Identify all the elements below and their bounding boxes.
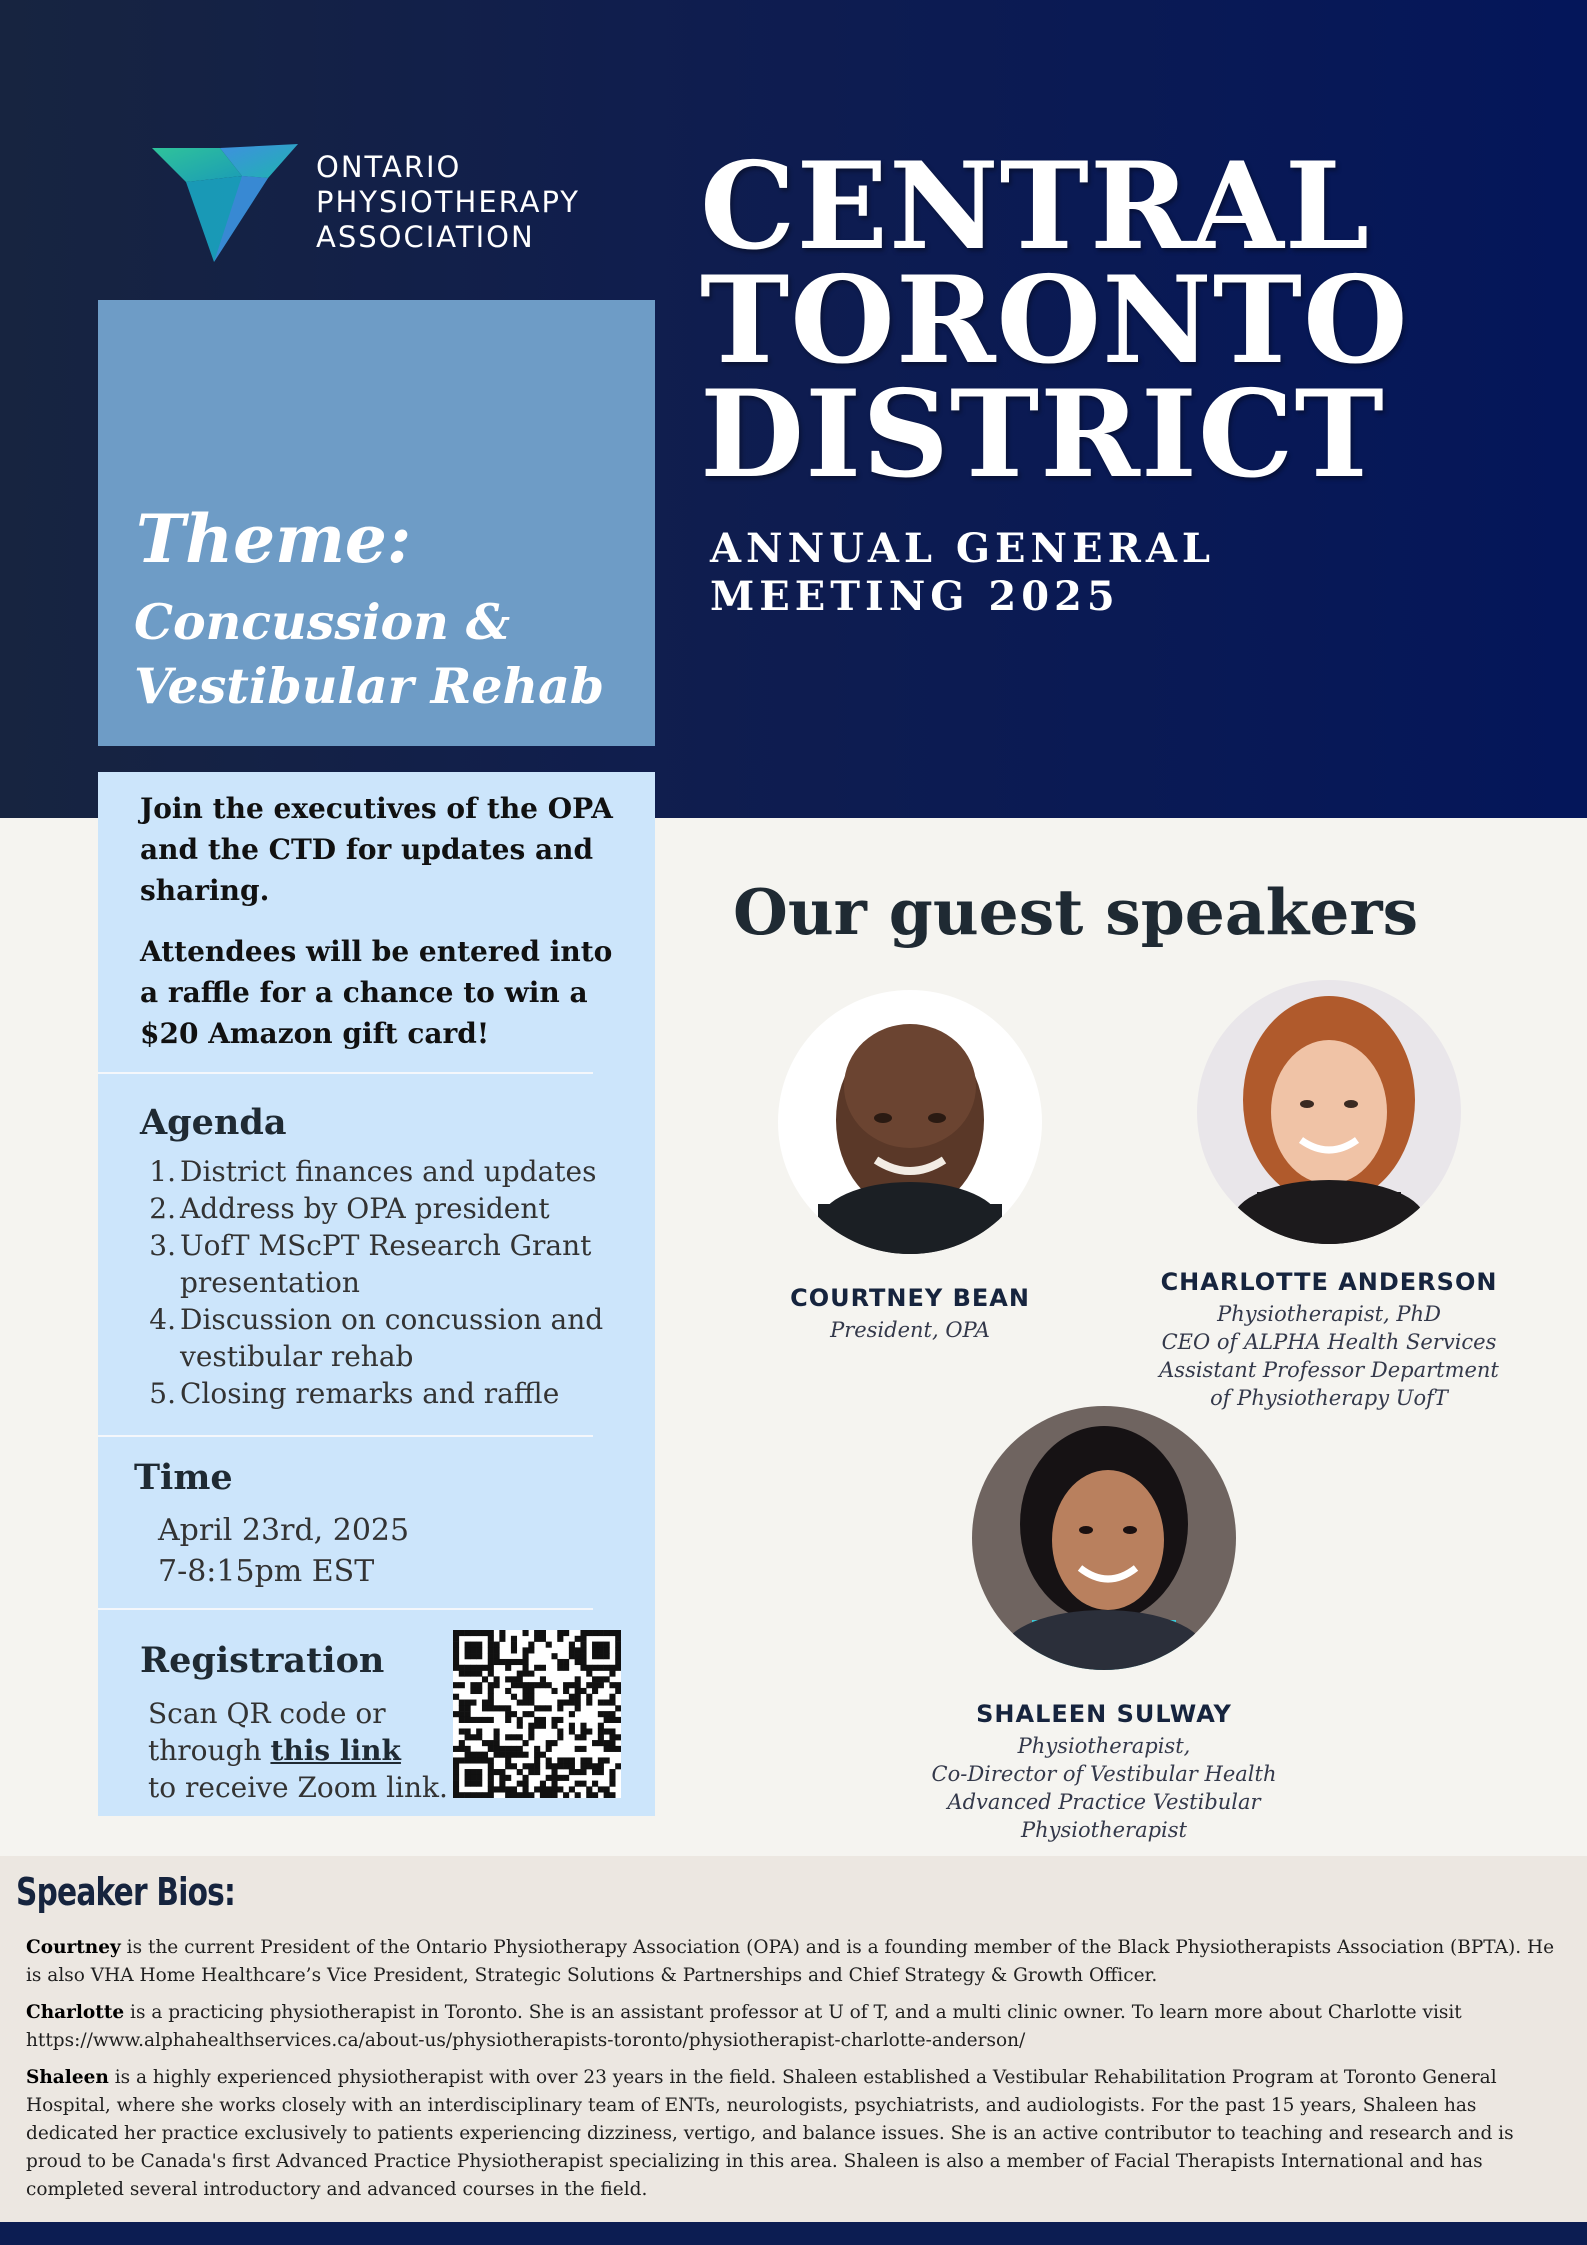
event-title-line-3: DISTRICT bbox=[700, 364, 1385, 505]
speaker-role-line: Advanced Practice Vestibular bbox=[947, 1790, 1261, 1814]
agenda-item bbox=[140, 1227, 697, 1301]
time-section bbox=[134, 1457, 691, 1592]
bio-name: Charlotte bbox=[26, 2002, 125, 2023]
event-title-line-1: CENTRAL bbox=[700, 136, 1371, 277]
qr-code[interactable] bbox=[453, 1630, 621, 1798]
theme-label: Theme: bbox=[136, 500, 412, 578]
speaker-card-charlotte bbox=[1119, 980, 1539, 1412]
registration-line-1: Scan QR code or bbox=[148, 1697, 386, 1730]
speaker-role-line: Physiotherapist, bbox=[1017, 1734, 1191, 1758]
agenda-list bbox=[140, 1153, 697, 1412]
speaker-role-line: Physiotherapist bbox=[1021, 1818, 1187, 1842]
agenda-text: Discussion on concussion and vestibular rehab bbox=[180, 1303, 604, 1373]
registration-through: through bbox=[148, 1734, 262, 1767]
intro-paragraph-2: Attendees will be entered into a raffle for a chance to win a $20 Amazon gift card! bbox=[140, 935, 613, 1050]
speaker-photo bbox=[1197, 980, 1461, 1244]
speaker-role-line: President, OPA bbox=[830, 1318, 990, 1342]
bios-heading: Speaker Bios: bbox=[16, 1870, 236, 1914]
agenda-number: 5. bbox=[149, 1377, 176, 1410]
agenda-text: UofT MScPT Research Grant presentation bbox=[180, 1229, 592, 1299]
logo-wordmark bbox=[316, 150, 580, 255]
logo-line-1: ONTARIO bbox=[316, 150, 462, 184]
opa-logo-mark-icon bbox=[150, 142, 300, 264]
agenda-item bbox=[140, 1153, 697, 1190]
agenda-text: Closing remarks and raffle bbox=[180, 1377, 560, 1410]
agenda-number: 2. bbox=[149, 1192, 176, 1225]
bio-courtney bbox=[26, 1934, 1571, 1990]
registration-link[interactable]: this link bbox=[270, 1734, 401, 1767]
bio-shaleen bbox=[26, 2064, 1571, 2204]
hero-banner bbox=[0, 0, 1587, 818]
agenda-item bbox=[140, 1190, 697, 1227]
bio-text: is a practicing physiotherapist in Toronto. She is an assistant professor at U of T, and a multi clinic owner. To learn more about Charlotte visit https://www.alphahealthservices.ca/about-us/physiotherapists-toronto/physiotherapist-charlotte-anderson/ bbox=[26, 2002, 1462, 2051]
agenda-text: District finances and updates bbox=[180, 1155, 597, 1188]
opa-logo bbox=[150, 138, 630, 268]
speaker-role bbox=[1119, 1300, 1539, 1412]
speaker-role-line: Co-Director of Vestibular Health bbox=[931, 1762, 1277, 1786]
speaker-photo bbox=[972, 1406, 1236, 1670]
speaker-card-courtney bbox=[700, 990, 1120, 1344]
speaker-photo bbox=[778, 990, 1042, 1254]
theme-line-2: Vestibular Rehab bbox=[134, 657, 605, 715]
speakers-heading: Our guest speakers bbox=[733, 875, 1419, 949]
bio-text: is a highly experienced physiotherapist with over 23 years in the field. Shaleen established a Vestibular Rehabilitation Program at Toronto General Hospital, where she works closely with an interdisciplinary team of ENTs, neurologists, psychiatrists, and audiologists. For the past 15 years, Shaleen has dedicated her practice exclusively to patients experiencing dizziness, vertigo, and balance issues. She is an active contributor to teaching and research and is proud to be Canada's first Advanced Practice Physiotherapist specializing in this area. Shaleen is also a member of Facial Therapists International and has completed several introductory and advanced courses in the field. bbox=[26, 2067, 1514, 2200]
intro-text bbox=[140, 788, 630, 1054]
bio-text: is the current President of the Ontario Physiotherapy Association (OPA) and is a founding member of the Black Physiotherapists Association (BPTA). He is also VHA Home Healthcare’s Vice President, Strategic Solutions & Partnerships and Chief Strategy & Growth Officer. bbox=[26, 1937, 1555, 1986]
event-subtitle: ANNUAL GENERAL MEETING 2025 bbox=[710, 525, 1215, 620]
agenda-item bbox=[140, 1301, 697, 1375]
speaker-role-line: Physiotherapist, PhD bbox=[1217, 1302, 1441, 1326]
speaker-bios bbox=[0, 1856, 1587, 2222]
bio-charlotte bbox=[26, 1999, 1571, 2055]
agenda-text: Address by OPA president bbox=[180, 1192, 550, 1225]
bio-name: Shaleen bbox=[26, 2067, 109, 2088]
speaker-name: CHARLOTTE ANDERSON bbox=[1160, 1268, 1498, 1296]
event-title bbox=[700, 136, 1409, 505]
agenda-heading: Agenda bbox=[140, 1102, 287, 1143]
speaker-role-line: Assistant Professor Department bbox=[1159, 1358, 1499, 1382]
speaker-role bbox=[700, 1316, 1120, 1344]
intro-paragraph-1: Join the executives of the OPA and the CTD for updates and sharing. bbox=[140, 792, 613, 907]
agenda-number: 1. bbox=[149, 1155, 176, 1188]
theme-title bbox=[134, 590, 604, 718]
event-hours: 7-8:15pm EST bbox=[158, 1554, 375, 1589]
speaker-card-shaleen bbox=[894, 1406, 1314, 1844]
divider bbox=[98, 1435, 593, 1437]
agenda-number: 4. bbox=[149, 1303, 176, 1336]
divider bbox=[98, 1608, 593, 1610]
agenda-item bbox=[140, 1375, 697, 1412]
speaker-name: COURTNEY BEAN bbox=[790, 1284, 1030, 1312]
event-date: April 23rd, 2025 bbox=[158, 1513, 410, 1548]
bio-name: Courtney bbox=[26, 1937, 121, 1958]
speaker-role-line: CEO of ALPHA Health Services bbox=[1161, 1330, 1497, 1354]
agenda-section bbox=[140, 1102, 697, 1412]
divider bbox=[98, 1072, 593, 1074]
registration-line-3: to receive Zoom link. bbox=[148, 1771, 448, 1804]
info-panel bbox=[98, 772, 655, 1816]
speaker-role bbox=[894, 1732, 1314, 1844]
time-details bbox=[158, 1510, 691, 1592]
speaker-role-line: of Physiotherapy UofT bbox=[1210, 1386, 1448, 1410]
theme-line-1: Concussion & bbox=[134, 593, 511, 651]
speaker-name: SHALEEN SULWAY bbox=[976, 1700, 1232, 1728]
agenda-number: 3. bbox=[149, 1229, 176, 1262]
registration-heading: Registration bbox=[140, 1640, 385, 1681]
event-title-line-2: TORONTO bbox=[700, 250, 1409, 391]
qr-code-icon bbox=[453, 1630, 621, 1798]
time-heading: Time bbox=[134, 1457, 233, 1498]
theme-box bbox=[98, 300, 655, 746]
logo-line-2: PHYSIOTHERAPY bbox=[316, 185, 581, 219]
logo-line-3: ASSOCIATION bbox=[316, 220, 535, 254]
footer-bar bbox=[0, 2222, 1587, 2245]
